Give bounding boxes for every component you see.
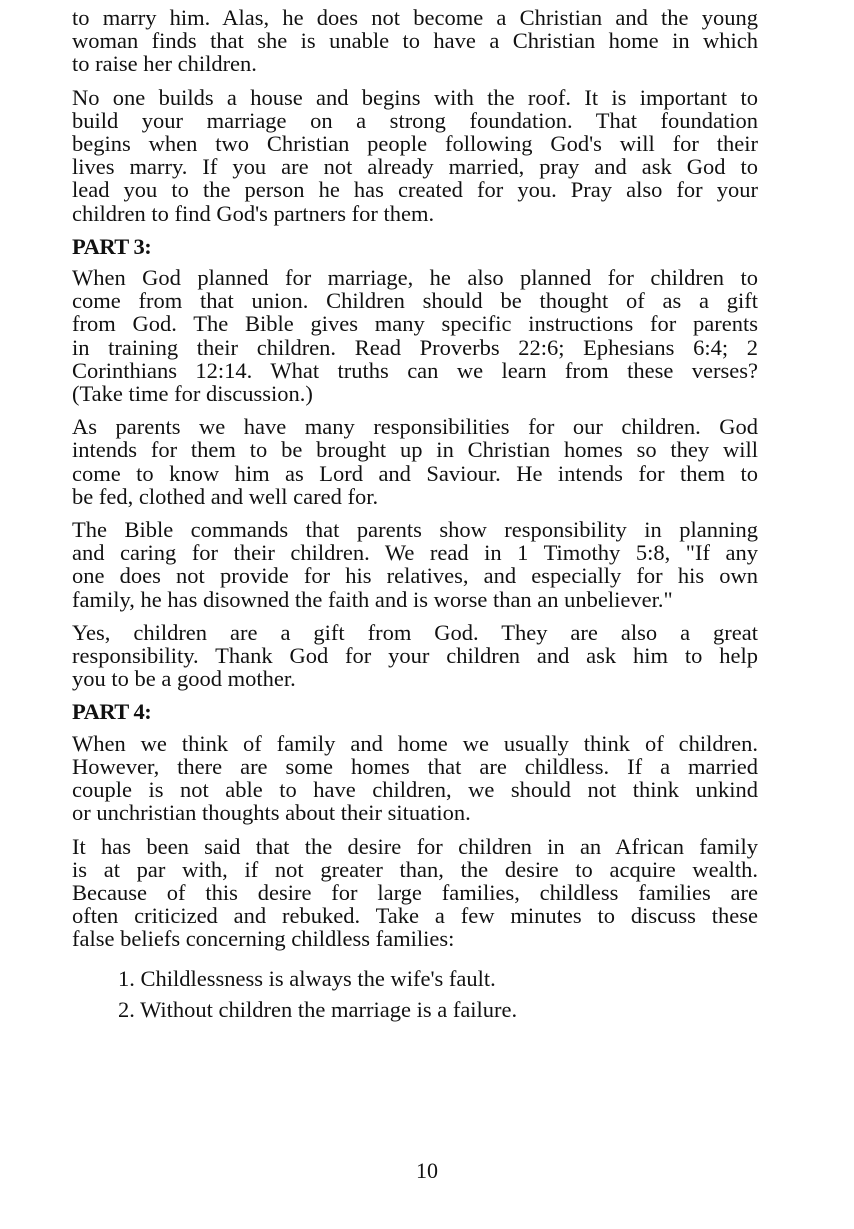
text-line: false beliefs concerning childless families: [72, 926, 455, 952]
paragraph [72, 835, 758, 951]
paragraph [72, 415, 758, 508]
paragraph [72, 621, 758, 691]
text-line: As parents we have many responsibilities for our children. God [72, 414, 758, 440]
text-line: It has been said that the desire for children in an African family [72, 833, 758, 859]
list-item: 2. Without children the marriage is a failure. [118, 996, 518, 1022]
text-line: Yes, children are a gift from God. They are also a great [72, 619, 758, 645]
paragraph [72, 266, 758, 405]
part4-heading: PART 4: [72, 699, 152, 725]
text-line: one does not provide for his relatives, and especially for his own [72, 563, 758, 589]
text-line: come from that union. Children should be thought of as a gift [72, 288, 758, 314]
page-number: 10 [416, 1158, 438, 1183]
text-line: come to know him as Lord and Saviour. He intends for them to [72, 460, 758, 486]
text-line: or unchristian thoughts about their situation. [72, 800, 471, 826]
paragraph [72, 518, 758, 611]
text-line: lives marry. If you are not already married, pray and ask God to [72, 154, 758, 180]
text-line: No one builds a house and begins with the roof. It is important to [72, 84, 758, 110]
text-line: lead you to the person he has created for you. Pray also for your [72, 177, 758, 203]
intro-section [72, 6, 758, 225]
text-line: in training their children. Read Proverbs 22:6; Ephesians 6:4; 2 [72, 334, 758, 360]
text-line: be fed, clothed and well cared for. [72, 483, 379, 509]
text-line: However, there are some homes that are childless. If a married [72, 753, 758, 779]
text-line: intends for them to be brought up in Christian homes so they will [72, 437, 758, 463]
page-body [72, 6, 758, 1029]
text-line: you to be a good mother. [72, 666, 296, 692]
false-beliefs-list [118, 967, 758, 1021]
text-line: Corinthians 12:14. What truths can we learn from these verses? [72, 357, 758, 383]
text-line: woman finds that she is unable to have a Christian home in which [72, 28, 758, 54]
part3-section [72, 266, 758, 690]
text-line: family, he has disowned the faith and is worse than an unbeliever." [72, 586, 673, 612]
part4-section [72, 732, 758, 951]
text-line: When God planned for marriage, he also planned for children to [72, 265, 758, 291]
text-line: responsibility. Thank God for your children and ask him to help [72, 643, 758, 669]
text-line: to raise her children. [72, 51, 257, 77]
paragraph [72, 732, 758, 825]
text-line: from God. The Bible gives many specific instructions for parents [72, 311, 758, 337]
text-line: is at par with, if not greater than, the desire to acquire wealth. [72, 856, 758, 882]
text-line: begins when two Christian people following God's will for their [72, 131, 758, 157]
text-line: children to find God's partners for them. [72, 200, 435, 226]
text-line: The Bible commands that parents show responsibility in planning [72, 517, 758, 543]
text-line: and caring for their children. We read in 1 Timothy 5:8, "If any [72, 540, 758, 566]
part3-heading: PART 3: [72, 233, 152, 259]
text-line: When we think of family and home we usually think of children. [72, 730, 758, 756]
text-line: build your marriage on a strong foundation. That foundation [72, 107, 758, 133]
text-line: (Take time for discussion.) [72, 381, 313, 407]
list-item: 1. Childlessness is always the wife's fault. [118, 965, 496, 991]
paragraph [72, 86, 758, 225]
text-line: Because of this desire for large families, childless families are [72, 879, 758, 905]
text-line: often criticized and rebuked. Take a few minutes to discuss these [72, 903, 758, 929]
text-line: to marry him. Alas, he does not become a Christian and the young [72, 5, 758, 30]
paragraph [72, 6, 758, 76]
text-line: couple is not able to have children, we should not think unkind [72, 777, 758, 803]
